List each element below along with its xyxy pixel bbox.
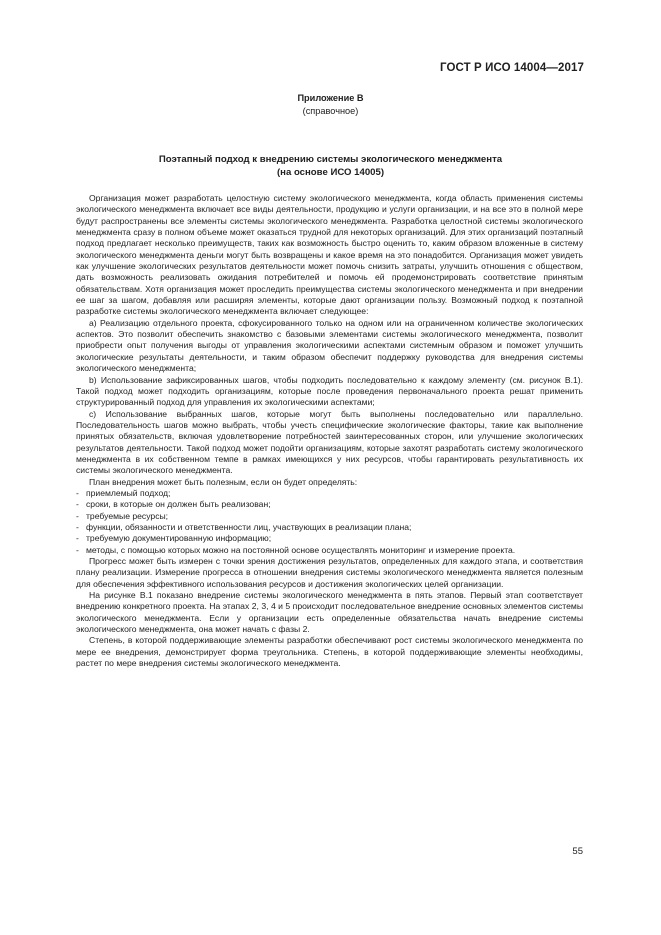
annex-subtitle: (справочное) <box>302 106 359 116</box>
list-marker: - <box>76 521 79 532</box>
list-marker: - <box>76 544 79 555</box>
section-title <box>0 154 661 179</box>
standard-header: ГОСТ Р ИСО 14004—2017 <box>439 62 584 74</box>
list-marker: - <box>76 510 79 521</box>
list-item <box>76 545 583 556</box>
list-marker: - <box>76 487 79 498</box>
list-item-text: приемлемый подход; <box>86 487 171 498</box>
list-marker: - <box>76 499 79 510</box>
list-item-text: методы, с помощью которых можно на постоянной основе осуществлять мониторинг и измерение проекта. <box>86 544 516 555</box>
annex-title: Приложение В <box>297 93 364 103</box>
list-item-text: сроки, в которые он должен быть реализован; <box>86 499 271 510</box>
list-item-text: требуемые ресурсы; <box>86 510 169 521</box>
paragraph-intro: Организация может разработать целостную систему экологического менеджмента, когда область применения системы экологического менеджмента включает все виды деятельности, продукцию и услуги организации, и на все это в полной мере будут распространены все элементы системы экологического менеджмента. Разработка целостной системы экологического менеджмента сразу в полном объеме может оказаться трудной для некоторых организаций. Для этих организаций поэтапный подход предлагает несколько преимуществ, таких как возможность быстро оценить то, каким образом вложенные в систему экологического менеджмента деньги могут быть возвращены и какое время на это понадобится. Организация может увидеть как улучшение экологических результатов деятельности может помочь снизить затраты, улучшить отношения с обществом, дать возможность реализовать ожидания потребителей и помочь ей продемонстрировать соответствие принятым обязательствам. Хотя организация может проследить преимущества системы экологического менеджмента и при внедрении ее шаг за шагом, добавляя или расширяя элементы, которые дают организации пользу. Возможный подход к поэтапной разработке системы экологического менеджмента включает следующее: <box>76 193 583 317</box>
list-item-text: функции, обязанности и ответственности лиц, участвующих в реализации плана; <box>86 521 412 532</box>
page-number: 55 <box>572 846 583 857</box>
list-item-text: требуемую документированную информацию; <box>86 533 272 544</box>
section-title-line1: Поэтапный подход к внедрению системы экологического менеджмента <box>158 154 503 165</box>
paragraph-item-a: а) Реализацию отдельного проекта, сфокусированного только на одном или на ограниченном количестве экологических аспектов. Это позволит обеспечить знакомство с базовыми элементами системы экологического менеджмента, позволит приобрести опыт получения выгоды от управления экологическими аспектами системным образом и поможет улучшить экологические результаты деятельности, и таким образом обеспечит поддержку руководства для внедрения системы экологического менеджмента; <box>76 317 583 374</box>
list-item <box>76 511 583 522</box>
list-item <box>76 499 583 510</box>
list-item <box>76 522 583 533</box>
paragraph-progress: Прогресс может быть измерен с точки зрения достижения результатов, определенных для каждого этапа, и соответствия плану реализации. Измерение прогресса в отношении внедрения системы экологического менеджмента является полезным для обеспечения эффективного использования ресурсов и достижения экологических целей организации. <box>76 556 583 589</box>
paragraph-degree: Степень, в которой поддерживающие элементы разработки обеспечивают рост системы экологического менеджмента по мере ее внедрения, демонстрирует форма треугольника. Степень, в которой поддерживающие элементы необходимы, растет по мере внедрения системы экологического менеджмента. <box>76 635 583 669</box>
list-intro: План внедрения может быть полезным, если он будет определять: <box>89 476 358 487</box>
paragraph-figure: На рисунке В.1 показано внедрение системы экологического менеджмента в пять этапов. Первый этап соответствует внедрению конкретного проекта. На этапах 2, 3, 4 и 5 происходит последовательное внедрение основных элементов системы экологического менеджмента. Если у организации есть определенные обязательства начать внедрение системы экологического менеджмента, она может начать с фазы 2. <box>76 590 583 635</box>
annex-heading <box>0 92 661 118</box>
list-marker: - <box>76 533 79 544</box>
paragraph-item-c: c) Использование выбранных шагов, которые могут быть выполнены последовательно или параллельно. Последовательность шагов можно выбрать, чтобы учесть специфические экологические факторы, такие как выполнение принятых обязательств, включая удовлетворение потребностей заинтересованных сторон, или улучшение экологических результатов деятельности. Такой подход может подойти организациям, которые захотят разработать систему экологического менеджмента в их собственном темпе в рамках имеющихся у них ресурсов, чтобы гарантировать результативность их системы экологического менеджмента. <box>76 408 583 476</box>
section-title-line2: (на основе ИСО 14005) <box>276 166 385 178</box>
dash-list <box>76 488 583 556</box>
list-item <box>76 533 583 544</box>
paragraph-item-b: b) Использование зафиксированных шагов, чтобы подходить последовательно к каждому элементу (см. рисунок В.1). Такой подход может подходить организациям, которые после проведения первоначального проекта решат применить структурированный подход для управления их экологическими аспектами; <box>76 374 583 408</box>
list-item <box>76 488 583 499</box>
body-text <box>76 193 583 669</box>
